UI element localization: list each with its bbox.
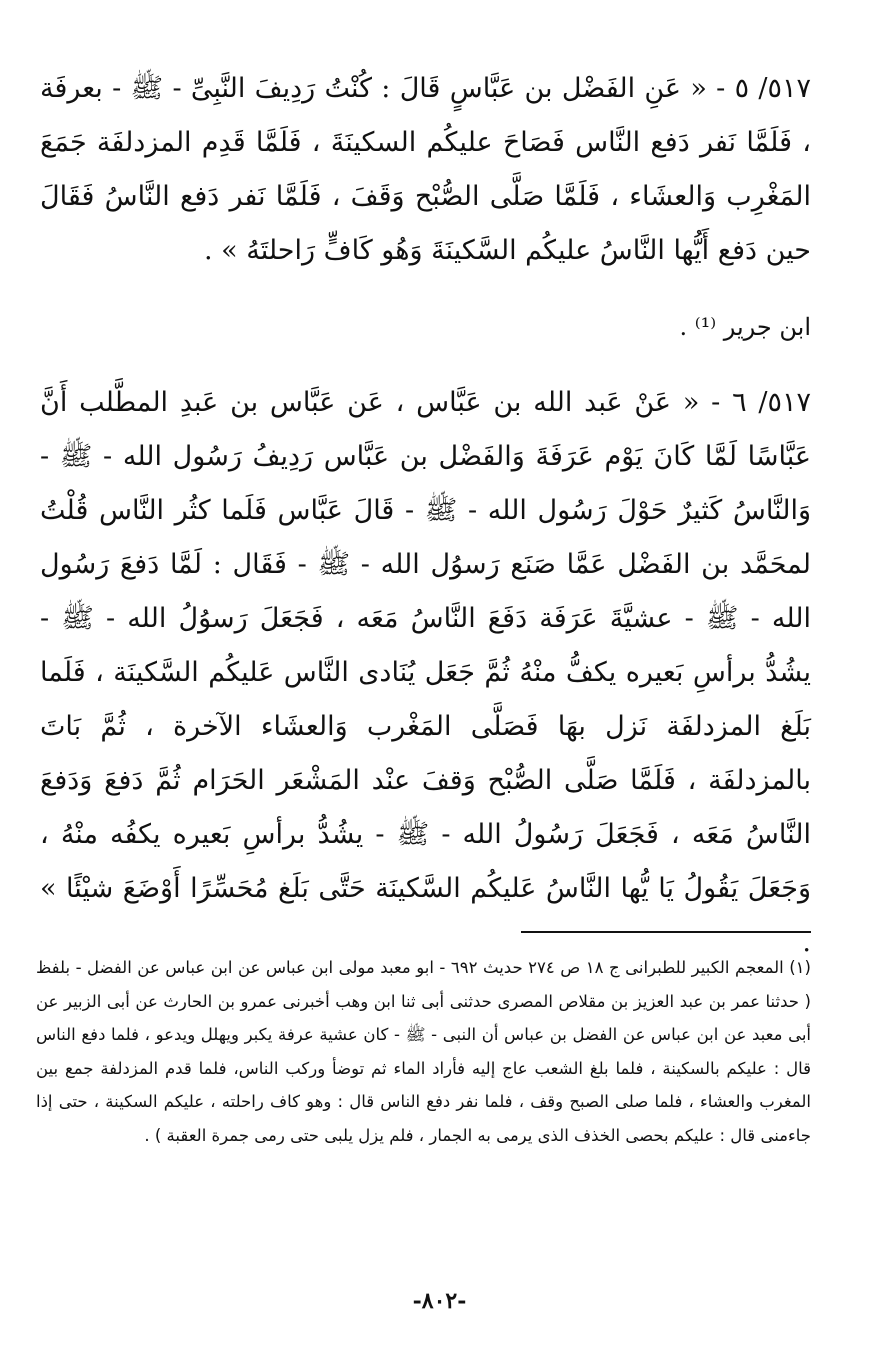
page-number: -٨٠٢-: [412, 1288, 467, 1314]
hadith-517-5: ٥١٧/ ٥ - « عَنِ الفَضْل بن عَبَّاسٍ قَالَ : كُنْتُ رَدِيفَ النَّبِىِّ - ﷺ - بعرفَة ، فَلَمَّا نَفر دَفع النَّاس فَصَاحَ عليكُم السكينَةَ ، فَلَمَّا قَدِم المزدلفَة جَمَعَ المَغْرِب وَالعشَاء ، فَلَمَّا صَلَّى الصُّبْح وَقَفَ ، فَلَمَّا نَفر دَفع النَّاسُ فَقَالَ حين دَفع أَيُّها النَّاسُ عليكُم السَّكينَةَ وَهُو كَافٍّ رَاحلتَهُ » .: [40, 73, 811, 266]
footnotes: [36, 951, 811, 1152]
source-citation: ابن جرير ⁽¹⁾ .: [679, 313, 811, 341]
hadith-517-6: ٥١٧/ ٦ - « عَنْ عَبد الله بن عَبَّاس ، عَن عَبَّاس بن عَبدِ المطَّلب أَنَّ عَبَّاسًا لَمَّا كَانَ يَوْم عَرَفَةَ وَالفَضْل بن عَبَّاس رَدِيفُ رَسُول الله - ﷺ - وَالنَّاسُ كَثيرٌ حَوْلَ رَسُول الله - ﷺ - قَالَ عَبَّاس فَلَما كثُر النَّاس قُلْتُ لمحَمَّد بن الفَضْل عَمَّا صَنَع رَسوُل الله - ﷺ - فَقَال : لَمَّا دَفعَ رَسُول الله - ﷺ - عشيَّةَ عَرَفَة دَفَعَ النَّاسُ مَعَه ، فَجَعَلَ رَسوُلُ الله - ﷺ - يشُدُّ برأسِ بَعيره يكفُّ منْهُ ثُمَّ جَعَل يُنَادى النَّاس عَليكُم السَّكينَة ، فَلَما بَلَغ المزدلفَة نَزل بهَا فَصَلَّى المَغْرب وَالعشَاء الآخرة ، ثُمَّ بَاتَ بالمزدلفَة ، فَلَمَّا صَلَّى الصُّبْح وَقفَ عنْد المَشْعَر الحَرَام ثُمَّ دَفعَ وَدَفعَ النَّاسُ مَعَه ، فَجَعَلَ رَسُولُ الله - ﷺ - يشُدُّ برأسِ بَعيره يكفُه منْهُ ، وَجَعَلَ يَقُولُ يَا يُّها النَّاسُ عَليكُم السَّكينَة حَتَّى بَلَغ مُحَسِّرًا أَوْضَعَ شيْئًا » .: [40, 387, 811, 958]
footnote-divider: [521, 931, 811, 933]
main-text: [40, 62, 811, 970]
footnote-1: (١) المعجم الكبير للطبرانى ج ١٨ ص ٢٧٤ حديث ٦٩٢ - ابو معبد مولى ابن عباس عن ابن عباس عن الفضل - بلفظ ( حدثنا عمر بن عبد العزيز بن مقلاص المصرى حدثنى أبى ثنا ابن وهب أخبرنى عمرو بن الحارث عن أبى الزبير عن أبى معبد عن ابن عباس عن الفضل بن عباس أن النبى - ﷺ - كان عشية عرفة يكبر ويهلل ويدعو ، فلما دفع الناس قال : عليكم بالسكينة ، فلما بلغ الشعب عاج إليه فأراد الماء ثم توضأ وركب الناس، فلما قدم المزدلفة جمع بين المغرب والعشاء ، فلما صلى الصبح وقف ، فلما نفر دفع الناس قال : وهو كاف راحلته ، عليكم السكينة ، حتى إذا جاءمنى قال : عليكم بحصى الخذف الذى يرمى به الجمار ، فلم يزل يلبى حتى رمى جمرة العقبة ) .: [36, 958, 811, 1145]
